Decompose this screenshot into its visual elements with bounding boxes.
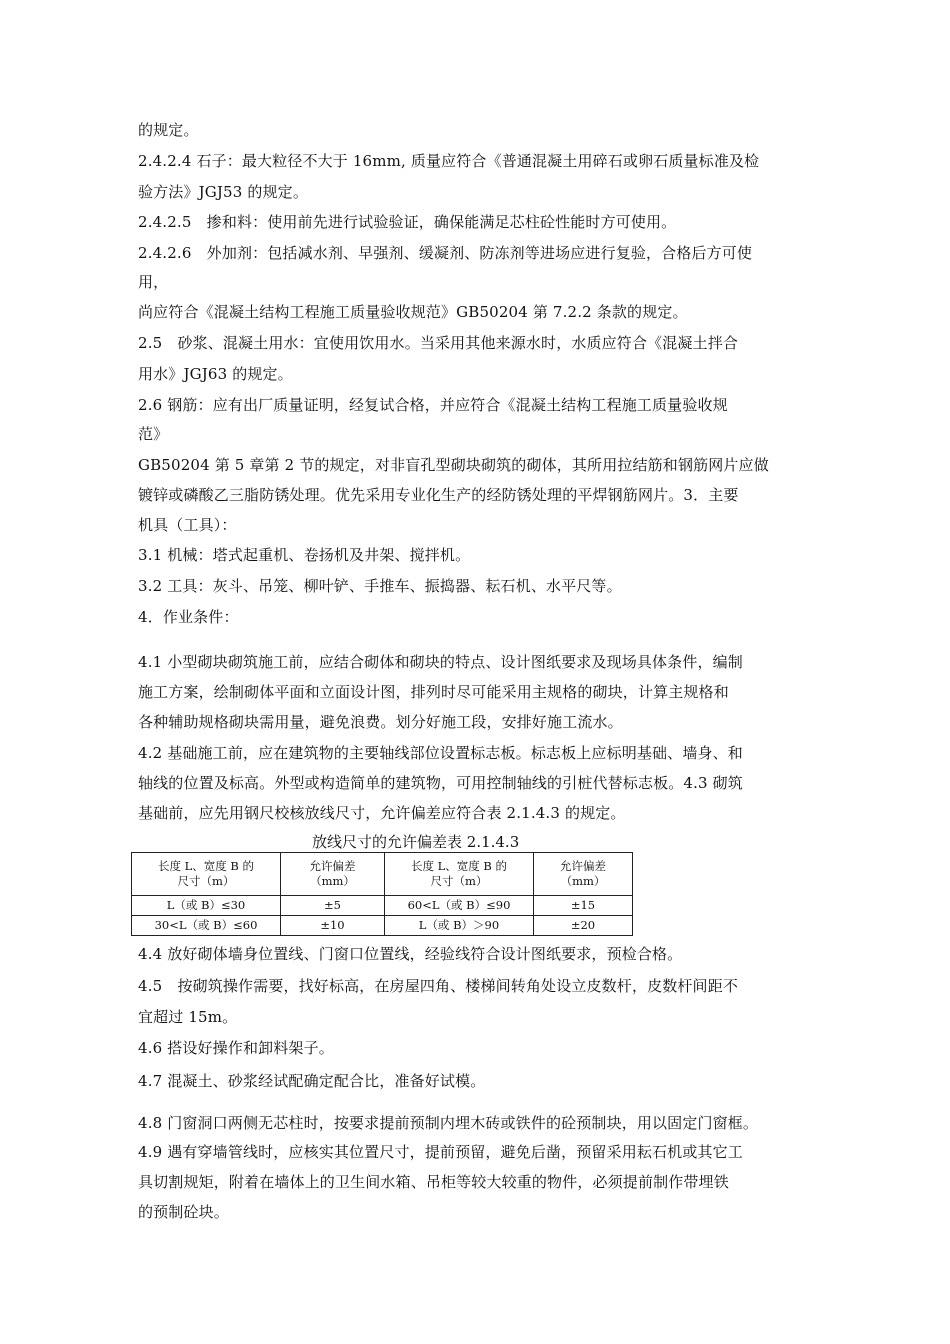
header-cell: 长度 L、宽度 B 的 尺寸（m） (132, 853, 281, 896)
text-line: 机具（工具）： (138, 516, 237, 534)
table-row (132, 916, 633, 936)
text-line: 的规定。 (138, 121, 199, 139)
text-line: 范》 (138, 425, 169, 443)
text-line: 验方法》JGJ53 的规定。 (138, 183, 308, 201)
table-cell: ±15 (534, 896, 633, 916)
text-line: 4.1 小型砌块砌筑施工前，应结合砌体和砌块的特点、设计图纸要求及现场具体条件，编制 (138, 653, 743, 671)
text-line: 2.4.2.4 石子：最大粒径不大于 16mm, 质量应符合《普通混凝土用碎石或卵石质量标准及检 (138, 152, 760, 170)
header-cell: 长度 L、宽度 B 的 尺寸（m） (385, 853, 534, 896)
table-row (132, 896, 633, 916)
text-line: 基础前，应先用钢尺校核放线尺寸，允许偏差应符合表 2.1.4.3 的规定。 (138, 804, 626, 822)
tolerance-table (131, 852, 633, 936)
text-line: 4.2 基础施工前，应在建筑物的主要轴线部位设置标志板。标志板上应标明基础、墙身、和 (138, 744, 743, 762)
table-cell: L（或 B）≤30 (132, 896, 281, 916)
header-cell: 允许偏差 （mm） (534, 853, 633, 896)
text-line: 4.7 混凝土、砂浆经试配确定配合比，准备好试模。 (138, 1072, 486, 1090)
table-header-row (132, 853, 633, 896)
text-line: 各种辅助规格砌块需用量，避免浪费。划分好施工段，安排好施工流水。 (138, 713, 623, 731)
table-cell: ±20 (534, 916, 633, 936)
text-line: 4.5 按砌筑操作需要，找好标高，在房屋四角、楼梯间转角处设立皮数杆，皮数杆间距不 (138, 977, 739, 995)
table-caption: 放线尺寸的允许偏差表 2.1.4.3 (312, 833, 520, 851)
text-line: 用， (138, 273, 169, 291)
text-line: 2.4.2.5 掺和料：使用前先进行试验验证，确保能满足芯柱砼性能时方可使用。 (138, 213, 677, 231)
text-line: 4.4 放好砌体墙身位置线、门窗口位置线，经验线符合设计图纸要求，预检合格。 (138, 945, 683, 963)
table-cell: 60<L（或 B）≤90 (385, 896, 534, 916)
text-line: 3.2 工具：灰斗、吊笼、柳叶铲、手推车、振捣器、耘石机、水平尺等。 (138, 577, 622, 595)
text-line: 镀锌或磷酸乙三脂防锈处理。优先采用专业化生产的经防锈处理的平焊钢筋网片。3．主要 (138, 486, 739, 504)
text-line: 4.9 遇有穿墙管线时，应核实其位置尺寸，提前预留，避免后凿，预留采用耘石机或其它工 (138, 1143, 743, 1161)
text-line: 2.5 砂浆、混凝土用水：宜使用饮用水。当采用其他来源水时，水质应符合《混凝土拌合 (138, 334, 739, 352)
section-heading: 4．作业条件： (138, 608, 239, 626)
text-line: 3.1 机械：塔式起重机、卷扬机及井架、搅拌机。 (138, 546, 471, 564)
text-line: 4.8 门窗洞口两侧无芯柱时，按要求提前预制内埋木砖或铁件的砼预制块，用以固定门窗框。 (138, 1114, 759, 1132)
table-cell: ±5 (281, 896, 385, 916)
text-line: 用水》JGJ63 的规定。 (138, 365, 293, 383)
text-line: 具切割规矩，附着在墙体上的卫生间水箱、吊柜等较大较重的物件，必须提前制作带埋铁 (138, 1173, 729, 1191)
text-line: 施工方案，绘制砌体平面和立面设计图，排列时尽可能采用主规格的砌块，计算主规格和 (138, 683, 729, 701)
text-line: GB50204 第 5 章第 2 节的规定，对非盲孔型砌块砌筑的砌体，其所用拉结筋和钢筋网片应做 (138, 456, 769, 474)
table-cell: ±10 (281, 916, 385, 936)
text-line: 2.6 钢筋：应有出厂质量证明，经复试合格，并应符合《混凝土结构工程施工质量验收规 (138, 396, 728, 414)
text-line: 的预制砼块。 (138, 1203, 229, 1221)
text-line: 2.4.2.6 外加剂：包括减水剂、早强剂、缓凝剂、防冻剂等进场应进行复验，合格后方可使 (138, 244, 753, 262)
header-cell: 允许偏差 （mm） (281, 853, 385, 896)
table-cell: L（或 B）＞90 (385, 916, 534, 936)
text-line: 尚应符合《混凝土结构工程施工质量验收规范》GB50204 第 7.2.2 条款的规定。 (138, 303, 688, 321)
text-line: 4.6 搭设好操作和卸料架子。 (138, 1039, 334, 1057)
text-line: 宜超过 15m。 (138, 1008, 238, 1026)
table-cell: 30<L（或 B）≤60 (132, 916, 281, 936)
text-line: 轴线的位置及标高。外型或构造简单的建筑物，可用控制轴线的引桩代替标志板。4.3 砌筑 (138, 774, 743, 792)
